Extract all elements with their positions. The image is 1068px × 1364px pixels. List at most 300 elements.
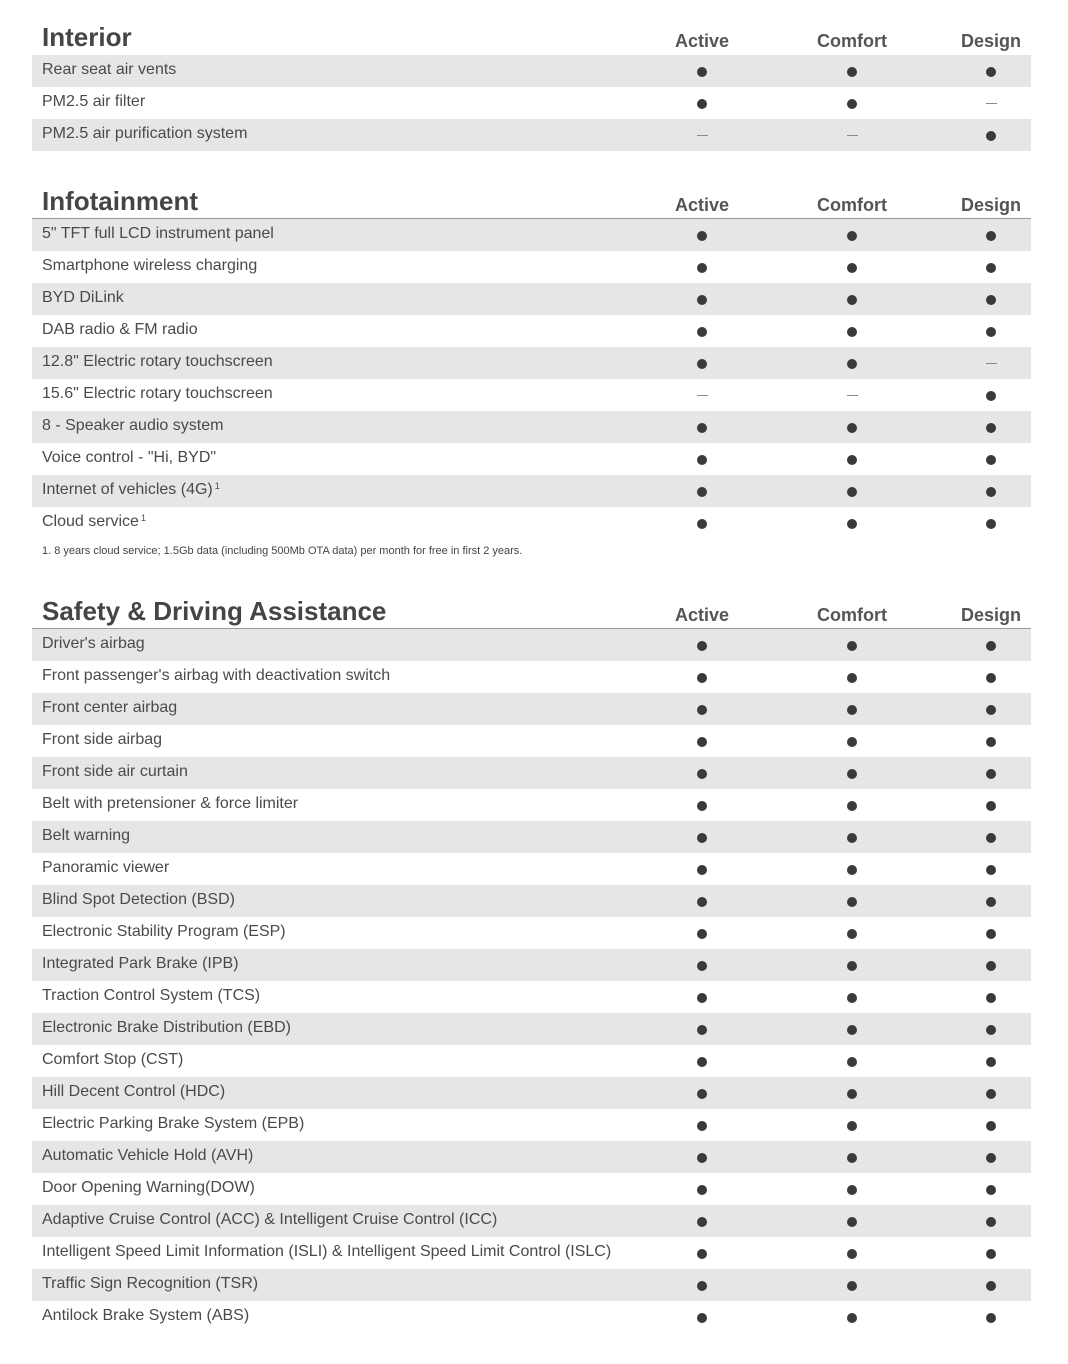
- table-row: [32, 885, 1031, 917]
- table-row: [32, 917, 1031, 949]
- feature-label: [42, 1045, 183, 1077]
- cell-active: [632, 87, 772, 119]
- column-header-comfort: Comfort: [817, 605, 887, 625]
- table-row: [32, 315, 1031, 347]
- filled-dot-icon: [847, 929, 857, 939]
- feature-label: [42, 789, 298, 821]
- filled-dot-icon: [697, 1153, 707, 1163]
- table-row: [32, 475, 1031, 507]
- filled-dot-icon: [847, 1313, 857, 1323]
- cell-active: [632, 55, 772, 87]
- cell-active: [632, 1237, 772, 1269]
- filled-dot-icon: [697, 1121, 707, 1131]
- table-row: [32, 629, 1031, 661]
- table-row: [32, 251, 1031, 283]
- cell-comfort: [782, 725, 922, 757]
- cell-active: [632, 725, 772, 757]
- filled-dot-icon: [847, 993, 857, 1003]
- filled-dot-icon: [986, 67, 996, 77]
- cell-design: [921, 1237, 1061, 1269]
- filled-dot-icon: [697, 455, 707, 465]
- dash-icon: [986, 103, 997, 104]
- feature-label: [42, 379, 273, 411]
- cell-comfort: [782, 347, 922, 379]
- table-row: [32, 1077, 1031, 1109]
- filled-dot-icon: [697, 231, 707, 241]
- filled-dot-icon: [986, 1281, 996, 1291]
- feature-text: BYD DiLink: [42, 289, 124, 306]
- cell-design: [921, 87, 1061, 119]
- section-title: Interior: [42, 22, 132, 52]
- cell-active: [632, 219, 772, 251]
- filled-dot-icon: [697, 1185, 707, 1195]
- feature-text: Automatic Vehicle Hold (AVH): [42, 1147, 254, 1164]
- filled-dot-icon: [847, 67, 857, 77]
- safety-section: [32, 596, 1031, 1333]
- feature-text: PM2.5 air filter: [42, 93, 146, 110]
- feature-label: [42, 821, 130, 853]
- feature-text: Smartphone wireless charging: [42, 257, 258, 274]
- cell-design: [921, 379, 1061, 411]
- filled-dot-icon: [697, 487, 707, 497]
- filled-dot-icon: [697, 769, 707, 779]
- filled-dot-icon: [847, 769, 857, 779]
- filled-dot-icon: [847, 231, 857, 241]
- cell-design: [921, 119, 1061, 151]
- table-row: [32, 981, 1031, 1013]
- table-row: [32, 661, 1031, 693]
- filled-dot-icon: [986, 263, 996, 273]
- infotainment-section: [32, 186, 1031, 563]
- safety-rows: [32, 629, 1031, 1333]
- cell-design: [921, 507, 1061, 539]
- cell-active: [632, 1269, 772, 1301]
- cell-design: [921, 443, 1061, 475]
- filled-dot-icon: [697, 865, 707, 875]
- filled-dot-icon: [847, 1185, 857, 1195]
- filled-dot-icon: [847, 865, 857, 875]
- filled-dot-icon: [986, 327, 996, 337]
- cell-active: [632, 379, 772, 411]
- feature-label: [42, 119, 247, 151]
- filled-dot-icon: [847, 1153, 857, 1163]
- feature-text: Intelligent Speed Limit Information (ISLI) & Intelligent Speed Limit Control (ISLC): [42, 1243, 612, 1260]
- feature-label: [42, 853, 169, 885]
- filled-dot-icon: [986, 1121, 996, 1131]
- table-row: [32, 87, 1031, 119]
- feature-label: [42, 1109, 304, 1141]
- feature-label: [42, 315, 198, 347]
- footnote-marker: 1: [140, 513, 146, 523]
- cell-comfort: [782, 629, 922, 661]
- filled-dot-icon: [697, 423, 707, 433]
- filled-dot-icon: [697, 833, 707, 843]
- cell-active: [632, 1141, 772, 1173]
- filled-dot-icon: [986, 455, 996, 465]
- filled-dot-icon: [986, 801, 996, 811]
- filled-dot-icon: [986, 673, 996, 683]
- filled-dot-icon: [697, 641, 707, 651]
- cell-comfort: [782, 87, 922, 119]
- filled-dot-icon: [697, 737, 707, 747]
- feature-text: Comfort Stop (CST): [42, 1051, 184, 1068]
- feature-text: 12.8" Electric rotary touchscreen: [42, 353, 273, 370]
- filled-dot-icon: [847, 833, 857, 843]
- filled-dot-icon: [986, 131, 996, 141]
- filled-dot-icon: [986, 833, 996, 843]
- feature-text: Front center airbag: [42, 699, 178, 716]
- feature-label: [42, 693, 177, 725]
- filled-dot-icon: [847, 897, 857, 907]
- footnote: 1. 8 years cloud service; 1.5Gb data (including 500Mb OTA data) per month for free in first 2 years.: [42, 545, 523, 557]
- feature-label: [42, 55, 176, 87]
- filled-dot-icon: [697, 897, 707, 907]
- feature-label: [42, 981, 260, 1013]
- cell-design: [921, 347, 1061, 379]
- filled-dot-icon: [847, 359, 857, 369]
- cell-comfort: [782, 1045, 922, 1077]
- filled-dot-icon: [847, 705, 857, 715]
- cell-comfort: [782, 853, 922, 885]
- filled-dot-icon: [847, 961, 857, 971]
- filled-dot-icon: [986, 1025, 996, 1035]
- table-row: [32, 1013, 1031, 1045]
- filled-dot-icon: [986, 1249, 996, 1259]
- cell-active: [632, 315, 772, 347]
- filled-dot-icon: [986, 897, 996, 907]
- filled-dot-icon: [986, 737, 996, 747]
- cell-active: [632, 789, 772, 821]
- cell-active: [632, 661, 772, 693]
- feature-label: [42, 347, 273, 379]
- filled-dot-icon: [986, 705, 996, 715]
- cell-design: [921, 1205, 1061, 1237]
- table-row: [32, 949, 1031, 981]
- filled-dot-icon: [847, 673, 857, 683]
- dash-icon: [697, 395, 708, 396]
- interior-header: [32, 22, 1031, 50]
- filled-dot-icon: [697, 961, 707, 971]
- feature-text: Traction Control System (TCS): [42, 987, 261, 1004]
- feature-text: Adaptive Cruise Control (ACC) & Intelligent Cruise Control (ICC): [42, 1211, 498, 1228]
- feature-label: [42, 251, 257, 283]
- feature-text: Antilock Brake System (ABS): [42, 1307, 250, 1324]
- cell-comfort: [782, 219, 922, 251]
- cell-active: [632, 1205, 772, 1237]
- cell-active: [632, 1013, 772, 1045]
- feature-text: Front side airbag: [42, 731, 163, 748]
- dash-icon: [847, 135, 858, 136]
- cell-design: [921, 757, 1061, 789]
- table-row: [32, 443, 1031, 475]
- filled-dot-icon: [697, 1025, 707, 1035]
- feature-label: [42, 283, 124, 315]
- cell-active: [632, 1301, 772, 1333]
- feature-label: [42, 1205, 497, 1237]
- cell-design: [921, 789, 1061, 821]
- table-row: [32, 411, 1031, 443]
- feature-label: [42, 1173, 255, 1205]
- table-row: [32, 1045, 1031, 1077]
- feature-text: Panoramic viewer: [42, 859, 170, 876]
- cell-comfort: [782, 917, 922, 949]
- cell-comfort: [782, 315, 922, 347]
- cell-design: [921, 1045, 1061, 1077]
- cell-comfort: [782, 1141, 922, 1173]
- feature-label: [42, 1077, 225, 1109]
- feature-label: [42, 1141, 253, 1173]
- table-row: [32, 757, 1031, 789]
- cell-comfort: [782, 661, 922, 693]
- filled-dot-icon: [697, 519, 707, 529]
- cell-comfort: [782, 1269, 922, 1301]
- cell-active: [632, 507, 772, 539]
- feature-label: [42, 661, 390, 693]
- cell-design: [921, 725, 1061, 757]
- filled-dot-icon: [697, 67, 707, 77]
- dash-icon: [986, 363, 997, 364]
- cell-comfort: [782, 949, 922, 981]
- filled-dot-icon: [847, 455, 857, 465]
- filled-dot-icon: [847, 263, 857, 273]
- cell-active: [632, 1173, 772, 1205]
- filled-dot-icon: [847, 1089, 857, 1099]
- filled-dot-icon: [697, 801, 707, 811]
- cell-active: [632, 629, 772, 661]
- filled-dot-icon: [847, 1249, 857, 1259]
- cell-comfort: [782, 411, 922, 443]
- section-title: Infotainment: [42, 186, 198, 216]
- cell-active: [632, 821, 772, 853]
- filled-dot-icon: [847, 327, 857, 337]
- cell-design: [921, 661, 1061, 693]
- filled-dot-icon: [986, 865, 996, 875]
- cell-design: [921, 219, 1061, 251]
- interior-section: [32, 22, 1031, 151]
- filled-dot-icon: [847, 423, 857, 433]
- cell-comfort: [782, 1173, 922, 1205]
- cell-design: [921, 55, 1061, 87]
- footnote-marker: 1: [214, 481, 220, 491]
- filled-dot-icon: [697, 295, 707, 305]
- filled-dot-icon: [847, 1217, 857, 1227]
- filled-dot-icon: [986, 519, 996, 529]
- cell-active: [632, 949, 772, 981]
- filled-dot-icon: [697, 673, 707, 683]
- column-header-design: Design: [960, 31, 1021, 51]
- cell-comfort: [782, 283, 922, 315]
- cell-design: [921, 1077, 1061, 1109]
- cell-comfort: [782, 55, 922, 87]
- filled-dot-icon: [697, 705, 707, 715]
- feature-label: [42, 885, 235, 917]
- table-row: [32, 55, 1031, 87]
- filled-dot-icon: [847, 737, 857, 747]
- feature-text: Blind Spot Detection (BSD): [42, 891, 235, 908]
- cell-design: [921, 1109, 1061, 1141]
- cell-comfort: [782, 119, 922, 151]
- feature-label: [42, 475, 220, 507]
- safety-header: [32, 596, 1031, 624]
- feature-text: Electronic Brake Distribution (EBD): [42, 1019, 291, 1036]
- filled-dot-icon: [697, 327, 707, 337]
- table-row: [32, 853, 1031, 885]
- cell-comfort: [782, 507, 922, 539]
- cell-comfort: [782, 1205, 922, 1237]
- feature-text: Cloud service: [42, 513, 139, 530]
- feature-text: Electronic Stability Program (ESP): [42, 923, 286, 940]
- cell-comfort: [782, 443, 922, 475]
- feature-text: DAB radio & FM radio: [42, 321, 198, 338]
- cell-active: [632, 1045, 772, 1077]
- feature-label: [42, 507, 146, 539]
- interior-rows: [32, 55, 1031, 151]
- column-header-design: Design: [960, 195, 1021, 215]
- filled-dot-icon: [697, 993, 707, 1003]
- column-header-design: Design: [960, 605, 1021, 625]
- feature-label: [42, 1269, 258, 1301]
- cell-design: [921, 411, 1061, 443]
- cell-comfort: [782, 379, 922, 411]
- cell-design: [921, 315, 1061, 347]
- filled-dot-icon: [847, 519, 857, 529]
- table-row: [32, 347, 1031, 379]
- table-row: [32, 283, 1031, 315]
- column-header-active: Active: [674, 605, 730, 625]
- cell-design: [921, 917, 1061, 949]
- filled-dot-icon: [986, 961, 996, 971]
- filled-dot-icon: [986, 929, 996, 939]
- table-row: [32, 379, 1031, 411]
- filled-dot-icon: [986, 1217, 996, 1227]
- cell-design: [921, 251, 1061, 283]
- feature-text: Hill Decent Control (HDC): [42, 1083, 226, 1100]
- feature-label: [42, 219, 274, 251]
- feature-label: [42, 1237, 611, 1269]
- cell-design: [921, 1301, 1061, 1333]
- feature-text: 8 - Speaker audio system: [42, 417, 224, 434]
- feature-text: Belt with pretensioner & force limiter: [42, 795, 299, 812]
- cell-design: [921, 283, 1061, 315]
- feature-label: [42, 1301, 249, 1333]
- table-row: [32, 1205, 1031, 1237]
- filled-dot-icon: [697, 1249, 707, 1259]
- filled-dot-icon: [986, 1313, 996, 1323]
- cell-active: [632, 853, 772, 885]
- cell-active: [632, 693, 772, 725]
- filled-dot-icon: [986, 641, 996, 651]
- cell-active: [632, 283, 772, 315]
- table-row: [32, 789, 1031, 821]
- cell-comfort: [782, 1077, 922, 1109]
- cell-comfort: [782, 789, 922, 821]
- feature-label: [42, 757, 188, 789]
- feature-text: 5" TFT full LCD instrument panel: [42, 225, 274, 242]
- feature-text: Electric Parking Brake System (EPB): [42, 1115, 305, 1132]
- column-header-comfort: Comfort: [817, 195, 887, 215]
- filled-dot-icon: [697, 1089, 707, 1099]
- filled-dot-icon: [847, 1121, 857, 1131]
- cell-comfort: [782, 981, 922, 1013]
- filled-dot-icon: [697, 99, 707, 109]
- feature-text: Traffic Sign Recognition (TSR): [42, 1275, 259, 1292]
- table-row: [32, 1173, 1031, 1205]
- column-header-comfort: Comfort: [817, 31, 887, 51]
- table-row: [32, 1301, 1031, 1333]
- infotainment-rows: [32, 219, 1031, 539]
- feature-text: Voice control - "Hi, BYD": [42, 449, 217, 466]
- feature-label: [42, 725, 162, 757]
- filled-dot-icon: [697, 1217, 707, 1227]
- feature-text: PM2.5 air purification system: [42, 125, 248, 142]
- cell-comfort: [782, 1109, 922, 1141]
- cell-design: [921, 1141, 1061, 1173]
- cell-design: [921, 1013, 1061, 1045]
- cell-design: [921, 693, 1061, 725]
- cell-active: [632, 1077, 772, 1109]
- filled-dot-icon: [847, 487, 857, 497]
- filled-dot-icon: [986, 391, 996, 401]
- cell-design: [921, 475, 1061, 507]
- feature-text: Rear seat air vents: [42, 61, 177, 78]
- table-row: [32, 507, 1031, 539]
- footnote-row: [32, 539, 1031, 563]
- cell-active: [632, 885, 772, 917]
- filled-dot-icon: [986, 1089, 996, 1099]
- filled-dot-icon: [847, 99, 857, 109]
- filled-dot-icon: [986, 993, 996, 1003]
- cell-comfort: [782, 1013, 922, 1045]
- table-row: [32, 1141, 1031, 1173]
- table-row: [32, 1109, 1031, 1141]
- filled-dot-icon: [697, 359, 707, 369]
- cell-active: [632, 443, 772, 475]
- filled-dot-icon: [697, 929, 707, 939]
- cell-design: [921, 885, 1061, 917]
- filled-dot-icon: [986, 423, 996, 433]
- filled-dot-icon: [986, 769, 996, 779]
- feature-text: Belt warning: [42, 827, 131, 844]
- filled-dot-icon: [847, 1025, 857, 1035]
- feature-text: Front passenger's airbag with deactivation switch: [42, 667, 391, 684]
- cell-comfort: [782, 757, 922, 789]
- filled-dot-icon: [986, 231, 996, 241]
- feature-text: Front side air curtain: [42, 763, 188, 780]
- cell-design: [921, 981, 1061, 1013]
- filled-dot-icon: [847, 1281, 857, 1291]
- filled-dot-icon: [697, 263, 707, 273]
- cell-active: [632, 119, 772, 151]
- filled-dot-icon: [986, 1185, 996, 1195]
- feature-text: Internet of vehicles (4G): [42, 481, 213, 498]
- cell-active: [632, 411, 772, 443]
- table-row: [32, 1237, 1031, 1269]
- feature-text: Door Opening Warning(DOW): [42, 1179, 255, 1196]
- cell-comfort: [782, 821, 922, 853]
- infotainment-header: [32, 186, 1031, 214]
- cell-comfort: [782, 475, 922, 507]
- cell-active: [632, 757, 772, 789]
- cell-design: [921, 853, 1061, 885]
- feature-text: 15.6" Electric rotary touchscreen: [42, 385, 273, 402]
- feature-label: [42, 949, 239, 981]
- filled-dot-icon: [986, 295, 996, 305]
- dash-icon: [697, 135, 708, 136]
- cell-comfort: [782, 1301, 922, 1333]
- column-header-active: Active: [674, 31, 730, 51]
- feature-label: [42, 1013, 291, 1045]
- feature-text: Driver's airbag: [42, 635, 145, 652]
